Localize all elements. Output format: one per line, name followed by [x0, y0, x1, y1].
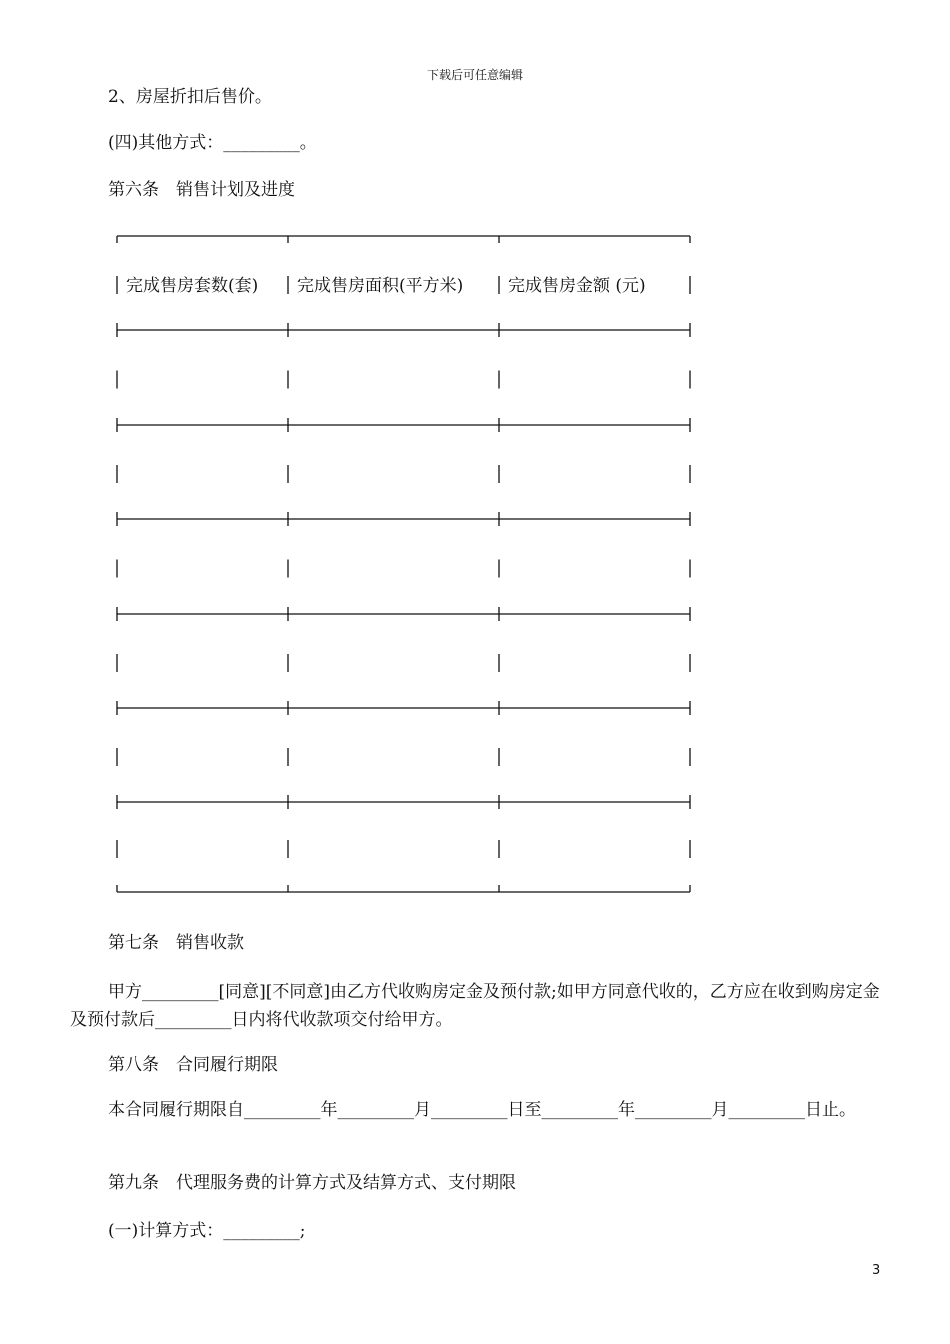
table-header-cell: 完成售房金额 (元): [508, 276, 646, 296]
article-9-title: 第九条 代理服务费的计算方式及结算方式、支付期限: [108, 1173, 516, 1193]
table-header-cell: 完成售房套数(套): [126, 276, 259, 296]
article-8-body: 本合同履行期限自_________年_________月_________日至_________年_________月_________日止。: [108, 1100, 856, 1120]
article-8-title: 第八条 合同履行期限: [108, 1055, 278, 1075]
table-grid: [117, 236, 690, 892]
article-9-calc-method: (一)计算方式：_________;: [108, 1221, 306, 1241]
article-7-body: 甲方_________[同意][不同意]由乙方代收购房定金及预付款;如甲方同意代收的，乙方应在收到购房定金及预付款后_________日内将代收款项交付给甲方。: [70, 982, 880, 1030]
page-header: 下载后可任意编辑: [426, 68, 523, 82]
article-7-title: 第七条 销售收款: [108, 933, 244, 953]
page-number: 3: [872, 1263, 881, 1278]
table-header-cell: 完成售房面积(平方米): [297, 276, 464, 296]
item-discount-price: 2、房屋折扣后售价。: [108, 87, 272, 107]
item-other-method: (四)其他方式：_________。: [108, 133, 317, 153]
article-6-title: 第六条 销售计划及进度: [108, 180, 295, 200]
